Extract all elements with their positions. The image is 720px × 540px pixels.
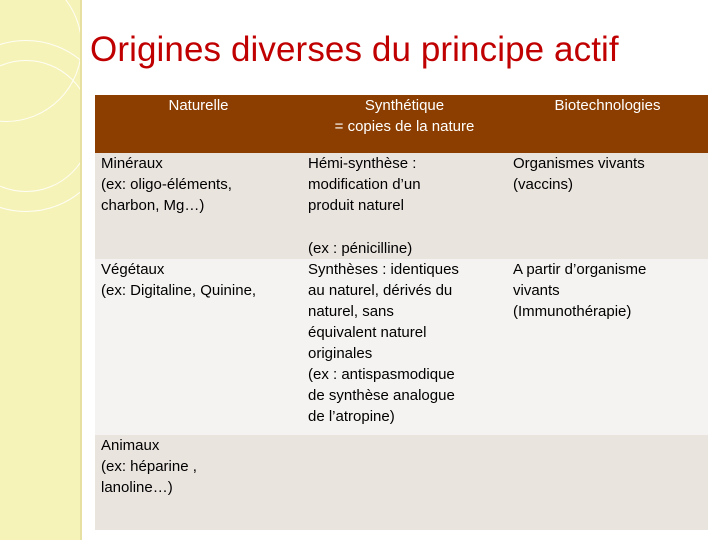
cell-text: Végétaux (ex: Digitaline, Quinine, <box>101 261 257 299</box>
cell-text: A partir d’organisme vivants (Immunothérapie) <box>513 261 647 320</box>
table-cell <box>302 153 507 259</box>
table-cell <box>302 259 507 435</box>
cell-text: Synthèses : identiques au naturel, dérivés du naturel, sans équivalent naturel originales (ex : antispasmodique de synthèse analogue de l’atropine) <box>308 261 459 425</box>
table-row <box>95 259 708 435</box>
table-row <box>95 153 708 259</box>
table-cell <box>507 153 708 259</box>
header-synthetique: Synthétique = copies de la nature <box>302 95 507 153</box>
cell-text: Organismes vivants (vaccins) <box>513 155 645 193</box>
table-row <box>95 435 708 530</box>
decorative-side-band <box>0 0 80 540</box>
table-cell <box>95 153 302 259</box>
cell-text: Minéraux (ex: oligo-éléments, charbon, Mg…) <box>101 155 232 214</box>
table-cell <box>95 435 302 530</box>
table-header-row <box>95 95 708 153</box>
table-cell <box>507 259 708 435</box>
slide-title: Origines diverses du principe actif <box>90 30 619 69</box>
cell-text: Animaux (ex: héparine , lanoline…) <box>101 437 197 496</box>
header-biotechnologies: Biotechnologies <box>507 95 708 153</box>
header-naturelle: Naturelle <box>95 95 302 153</box>
table-cell <box>302 435 507 530</box>
cell-text: Hémi-synthèse : modification d’un produit naturel <box>308 155 421 214</box>
origins-table <box>95 95 708 530</box>
side-band-divider <box>80 0 82 540</box>
cell-note: (ex : pénicilline) <box>308 240 413 257</box>
table-cell <box>95 259 302 435</box>
table-cell <box>507 435 708 530</box>
